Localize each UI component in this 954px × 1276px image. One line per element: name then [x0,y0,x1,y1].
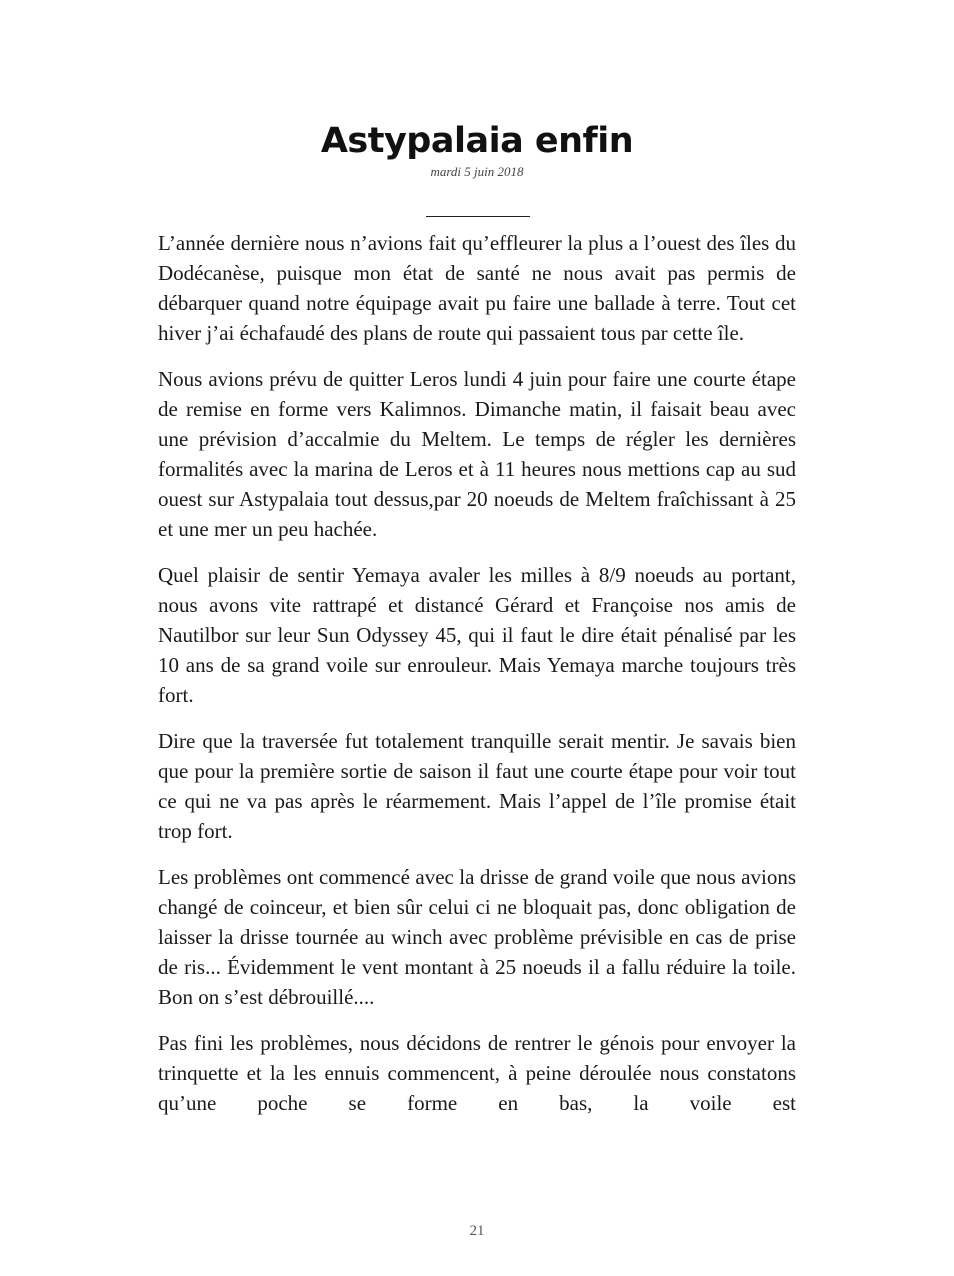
page-title: Astypalaia enfin [320,121,634,161]
article-body [158,228,796,1134]
title-divider [426,216,530,217]
page-number: 21 [469,1223,485,1239]
paragraph-1: L’année dernière nous n’avions fait qu’effleurer la plus a l’ouest des îles du Dodécanèse, puisque mon état de santé ne nous avait pas permis de débarquer quand notre équipage avait pu faire une ballade à terre. Tout cet hiver j’ai échafaudé des plans de route qui passaient tous par cette île. [158,231,796,345]
paragraph-2: Nous avions prévu de quitter Leros lundi 4 juin pour faire une courte étape de remise en forme vers Kalimnos. Dimanche matin, il faisait beau avec une prévision d’accalmie du Meltem. Le temps de régler les dernières formalités avec la marina de Leros et à 11 heures nous mettions cap au sud ouest sur Astypalaia tout dessus,par 20 noeuds de Meltem fraîchissant à 25 et une mer un peu hachée. [158,367,796,541]
paragraph-6: Pas fini les problèmes, nous décidons de rentrer le génois pour envoyer la trinquette et la les ennuis commencent, à peine déroulée nous constatons qu’une poche se forme en bas, la voile est [158,1031,796,1115]
paragraph-3: Quel plaisir de sentir Yemaya avaler les milles à 8/9 noeuds au portant, nous avons vite rattrapé et distancé Gérard et Françoise nos amis de Nautilbor sur leur Sun Odyssey 45, qui il faut le dire était pénalisé par les 10 ans de sa grand voile sur enrouleur. Mais Yemaya marche toujours très fort. [158,563,796,707]
paragraph-5: Les problèmes ont commencé avec la drisse de grand voile que nous avions changé de coinceur, et bien sûr celui ci ne bloquait pas, donc obligation de laisser la drisse tournée au winch avec problème prévisible en cas de prise de ris... Évidemment le vent montant à 25 noeuds il a fallu réduire la toile. Bon on s’est débrouillé.... [158,865,796,1009]
post-date: mardi 5 juin 2018 [430,164,524,179]
paragraph-4: Dire que la traversée fut totalement tranquille serait mentir. Je savais bien que pour la première sortie de saison il faut une courte étape pour voir tout ce qui ne va pas après le réarmement. Mais l’appel de l’île promise était trop fort. [158,729,796,843]
